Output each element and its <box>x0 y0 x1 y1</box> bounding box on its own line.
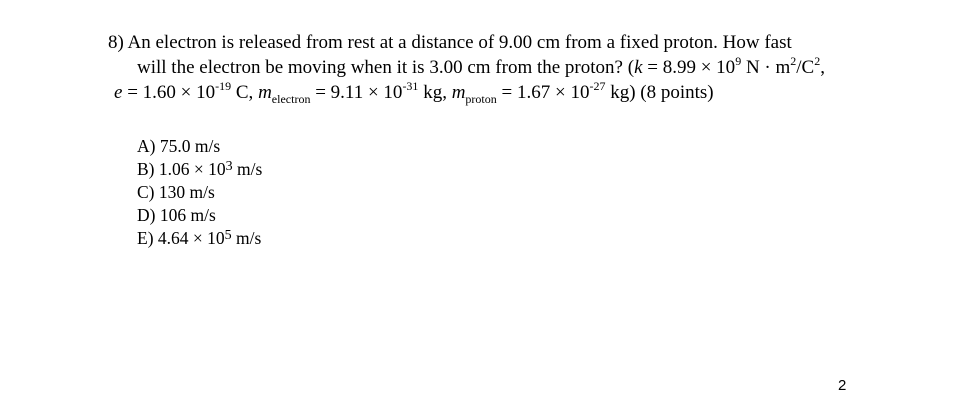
m-proton-exponent: -27 <box>589 79 606 93</box>
e-unit: C, <box>231 82 259 103</box>
k-units-c-exponent: 2 <box>814 54 821 68</box>
choice-b-unit: m/s <box>232 159 263 179</box>
m-electron-subscript: electron <box>271 92 311 106</box>
m-proton-unit: kg) (8 points) <box>605 82 714 103</box>
m-proton-symbol: m <box>451 82 466 103</box>
choice-e-text: E) 4.64 × 10 <box>137 228 225 248</box>
question-line-2 <box>108 55 888 80</box>
page-number: 2 <box>838 377 847 394</box>
choice-d <box>137 204 262 227</box>
choice-b <box>137 158 262 181</box>
k-units-m-exponent: 2 <box>790 54 797 68</box>
choice-e <box>137 227 262 250</box>
choice-b-text: B) 1.06 × 10 <box>137 159 226 179</box>
choice-e-exponent: 5 <box>224 228 232 243</box>
question-line-1 <box>108 30 888 55</box>
choice-a <box>137 135 262 158</box>
question-number: 8) <box>108 32 124 53</box>
m-electron-unit: kg, <box>418 82 452 103</box>
question-8 <box>108 30 888 105</box>
m-electron-symbol: m <box>258 82 272 103</box>
answer-choices <box>137 135 262 250</box>
line-2-end: , <box>820 57 825 78</box>
choice-c-text: C) 130 m/s <box>137 182 215 202</box>
choice-a-text: A) 75.0 m/s <box>137 136 221 156</box>
e-symbol: e <box>114 82 123 103</box>
question-line-3 <box>108 80 888 105</box>
k-value: = 8.99 × 10 <box>642 57 736 78</box>
m-proton-value: = 1.67 × 10 <box>496 82 590 103</box>
k-units: N · m <box>741 57 791 78</box>
m-electron-value: = 9.11 × 10 <box>310 82 403 103</box>
question-text-line-2: will the electron be moving when it is 3.00 cm from the proton? ( <box>137 57 635 78</box>
choice-e-unit: m/s <box>231 228 262 248</box>
question-text-line-1: An electron is released from rest at a distance of 9.00 cm from a fixed proton. How fast <box>127 32 792 53</box>
m-electron-exponent: -31 <box>402 79 419 93</box>
m-proton-subscript: proton <box>465 92 497 106</box>
k-exponent: 9 <box>735 54 742 68</box>
e-value: = 1.60 × 10 <box>122 82 216 103</box>
k-units-c: /C <box>796 57 815 78</box>
k-symbol: k <box>634 57 643 78</box>
choice-d-text: D) 106 m/s <box>137 205 216 225</box>
choice-c <box>137 181 262 204</box>
choice-b-exponent: 3 <box>225 159 233 174</box>
e-exponent: -19 <box>215 79 232 93</box>
